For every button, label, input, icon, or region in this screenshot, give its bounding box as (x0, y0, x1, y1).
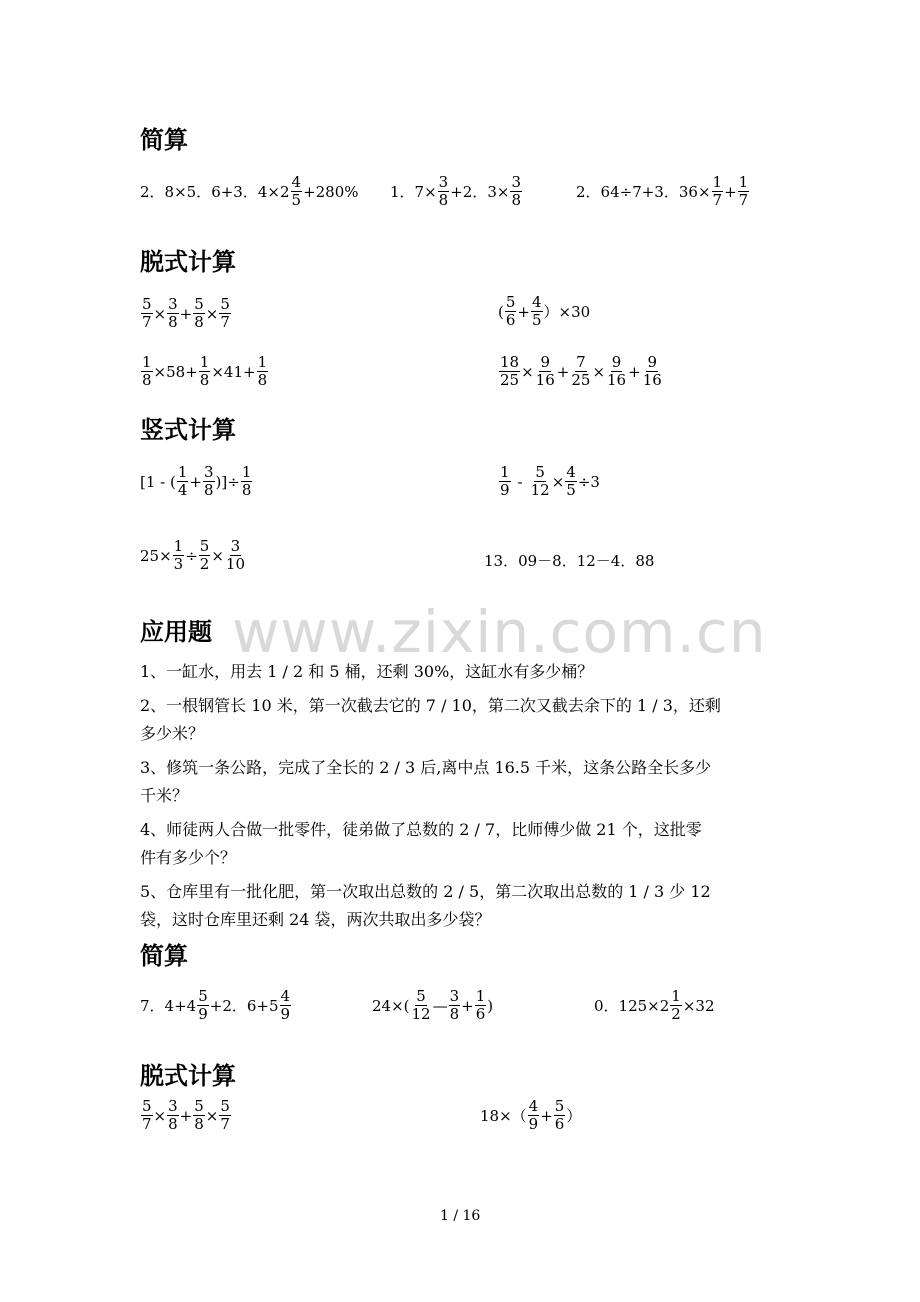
expression-3 (576, 174, 750, 210)
times-sign: × (592, 362, 606, 381)
fraction (291, 174, 303, 210)
denominator: 5 (566, 481, 576, 500)
numerator: 5 (199, 537, 210, 555)
expr-text: 18×（ (480, 1107, 527, 1126)
fraction (499, 464, 511, 500)
fraction (531, 294, 543, 330)
denominator: 6 (554, 1115, 565, 1134)
denominator: 8 (194, 1115, 204, 1134)
numerator: 5 (220, 1097, 230, 1115)
fraction (642, 354, 663, 390)
plus-sign: + (517, 302, 530, 321)
denominator: 12 (530, 481, 550, 500)
page-number: 1 / 16 (440, 1208, 481, 1224)
numerator: 1 (257, 353, 268, 371)
fraction (225, 538, 246, 574)
problem-line: 多少米？ (140, 724, 205, 743)
expression-6 (140, 354, 269, 390)
fraction (199, 538, 211, 574)
fraction (554, 1098, 566, 1134)
fraction (173, 538, 185, 574)
expression-10 (140, 538, 247, 574)
problem-line: 3、修筑一条公路，完成了全长的 2 / 3 后,离中点 16.5 千米，这条公路全长多少 (140, 758, 712, 777)
denominator: 8 (142, 371, 152, 390)
plus-sign: + (189, 472, 202, 491)
fraction (197, 988, 209, 1024)
fraction (535, 354, 556, 390)
denominator: 8 (257, 371, 268, 390)
fraction (570, 354, 591, 390)
plus-sign: + (179, 1106, 193, 1125)
section-title-simplify: 简算 (140, 126, 188, 154)
fraction (219, 296, 231, 332)
denominator: 25 (571, 371, 591, 390)
fraction (449, 988, 461, 1024)
numerator: 18 (500, 353, 520, 371)
fraction (565, 464, 577, 500)
numerator: 5 (535, 463, 545, 481)
expression-11: 13．09－8．12－4．88 (484, 552, 655, 570)
expr-text: 1．7× (390, 183, 437, 202)
numerator: 4 (566, 463, 576, 481)
denominator: 8 (168, 313, 178, 332)
expression-16 (480, 1098, 581, 1134)
denominator: 8 (203, 481, 214, 500)
numerator: 9 (540, 353, 550, 371)
numerator: 5 (220, 295, 230, 313)
problem-line: 件有多少个？ (140, 848, 237, 867)
fraction (738, 174, 750, 210)
problem-line: 1、一缸水，用去 1 / 2 和 5 桶，还剩 30%，这缸水有多少桶？ (140, 662, 594, 681)
expr-text: ×41 (211, 362, 243, 381)
denominator: 4 (177, 481, 188, 500)
expr-text: 0．125×2 (594, 997, 670, 1016)
expr-text: 2．8×5．6+3．4×2 (140, 183, 290, 202)
numerator: 9 (611, 353, 622, 371)
denominator: 7 (738, 191, 749, 210)
numerator: 3 (511, 173, 521, 191)
numerator: 1 (177, 463, 188, 481)
fraction (505, 294, 517, 330)
denominator: 12 (411, 1005, 431, 1024)
denominator: 7 (142, 313, 152, 332)
fraction (141, 354, 153, 390)
numerator: 1 (738, 173, 749, 191)
plus-sign: + (556, 362, 570, 381)
denominator: 8 (438, 191, 449, 210)
expression-14 (594, 988, 715, 1024)
fraction (510, 174, 522, 210)
expr-text: ×32 (682, 996, 715, 1015)
expr-text: 2．64÷7+3．36× (576, 183, 711, 202)
expr-text: 25× (140, 546, 172, 565)
numerator: 3 (168, 295, 178, 313)
expression-5 (498, 294, 590, 330)
fraction (167, 1098, 179, 1134)
numerator: 5 (194, 1097, 204, 1115)
watermark: www.zixin.com.cn (232, 598, 767, 666)
numerator: 4 (531, 293, 542, 311)
numerator: 1 (712, 173, 723, 191)
numerator: 5 (142, 295, 152, 313)
numerator: 3 (449, 987, 460, 1005)
fraction (177, 464, 189, 500)
denominator: 8 (194, 313, 204, 332)
times-sign: × (211, 546, 224, 565)
denominator: 2 (671, 1005, 681, 1024)
numerator: 1 (475, 987, 486, 1005)
expr-text: ÷3 (577, 472, 600, 491)
denominator: 6 (505, 311, 516, 330)
fraction (530, 464, 551, 500)
numerator: 5 (416, 987, 426, 1005)
denominator: 16 (535, 371, 555, 390)
expr-text: ) (487, 996, 494, 1015)
denominator: 3 (173, 555, 184, 574)
expr-text: ( (498, 302, 504, 321)
numerator: 1 (142, 353, 152, 371)
word-problems (140, 658, 790, 934)
plus-sign: + (242, 362, 256, 381)
fraction (712, 174, 724, 210)
fraction (438, 174, 450, 210)
expr-text: 24×( (372, 996, 410, 1015)
fraction (670, 988, 682, 1024)
numerator: 4 (528, 1097, 539, 1115)
fraction (167, 296, 179, 332)
fraction (219, 1098, 231, 1134)
denominator: 8 (199, 371, 210, 390)
expr-text: ） (566, 1107, 582, 1126)
numerator: 5 (505, 293, 516, 311)
plus-sign: + (179, 304, 193, 323)
times-sign: × (153, 304, 167, 323)
plus-sign: + (628, 362, 641, 381)
expression-15 (140, 1098, 232, 1134)
numerator: 3 (230, 537, 241, 555)
fraction (193, 1098, 205, 1134)
expression-8 (140, 464, 253, 500)
problem-line: 5、仓库里有一批化肥，第一次取出总数的 2 / 5，第二次取出总数的 1 / 3 少 12 (140, 882, 711, 901)
numerator: 5 (554, 1097, 565, 1115)
denominator: 8 (511, 191, 521, 210)
expr-text: +280% (303, 182, 359, 201)
numerator: 1 (671, 987, 681, 1005)
numerator: 5 (142, 1097, 152, 1115)
expression-12 (140, 988, 292, 1024)
plus-sign: + (724, 182, 737, 201)
expression-1 (140, 174, 359, 210)
numerator: 5 (198, 987, 208, 1005)
section-title-word-problems: 应用题 (140, 618, 212, 646)
denominator: 5 (531, 311, 542, 330)
expr-text: +2．3× (450, 183, 510, 202)
times-sign: × (551, 472, 565, 491)
numerator: 4 (291, 173, 302, 191)
fraction (257, 354, 269, 390)
expr-text: ×58 (153, 362, 186, 381)
denominator: 7 (220, 1115, 230, 1134)
divide-sign: ÷ (185, 546, 198, 565)
denominator: 7 (220, 313, 230, 332)
minus-sign: - (517, 472, 523, 491)
numerator: 1 (500, 463, 510, 481)
expr-text: +2．6+5 (209, 997, 279, 1016)
fraction (241, 464, 253, 500)
times-sign: × (153, 1106, 167, 1125)
section-title-stepwise-2: 脱式计算 (140, 1062, 236, 1090)
minus-sign: — (432, 996, 448, 1015)
denominator: 16 (607, 371, 627, 390)
numerator: 7 (576, 353, 586, 371)
numerator: 3 (168, 1097, 178, 1115)
expression-9 (498, 464, 600, 500)
numerator: 1 (241, 463, 252, 481)
expression-7 (498, 354, 664, 390)
fraction (411, 988, 432, 1024)
plus-sign: + (461, 996, 474, 1015)
problem-line: 千米？ (140, 786, 189, 805)
denominator: 9 (500, 481, 510, 500)
fraction (141, 1098, 153, 1134)
section-title-simplify-2: 简算 (140, 942, 188, 970)
numerator: 1 (173, 537, 184, 555)
section-title-stepwise: 脱式计算 (140, 248, 236, 276)
problem-line: 袋，这时仓库里还剩 24 袋，两次共取出多少袋？ (140, 910, 491, 929)
fraction (203, 464, 215, 500)
denominator: 7 (142, 1115, 152, 1134)
expr-text: )]÷ (215, 472, 240, 491)
section-title-vertical: 竖式计算 (140, 416, 236, 444)
fraction (193, 296, 205, 332)
expression-2 (390, 174, 523, 210)
numerator: 3 (438, 173, 449, 191)
fraction (606, 354, 627, 390)
fraction (141, 296, 153, 332)
fraction (199, 354, 211, 390)
denominator: 9 (198, 1005, 208, 1024)
expression-4 (140, 296, 232, 332)
denominator: 25 (500, 371, 520, 390)
fraction (499, 354, 520, 390)
numerator: 5 (194, 295, 204, 313)
fraction (280, 988, 292, 1024)
denominator: 9 (280, 1005, 291, 1024)
fraction (475, 988, 487, 1024)
expr-text: 7．4+4 (140, 997, 197, 1016)
numerator: 3 (203, 463, 214, 481)
expr-text: [1 - ( (140, 472, 176, 491)
problem-line: 4、师徒两人合做一批零件，徒弟做了总数的 2 / 7，比师傅少做 21 个，这批零 (140, 820, 702, 839)
denominator: 10 (225, 555, 245, 574)
problem-line: 2、一根钢管长 10 米，第一次截去它的 7 / 10，第二次又截去余下的 1 / 3，还剩 (140, 696, 721, 715)
expr-text: ）×30 (543, 303, 591, 322)
denominator: 5 (291, 191, 302, 210)
denominator: 7 (712, 191, 723, 210)
times-sign: × (521, 362, 534, 381)
denominator: 8 (241, 481, 252, 500)
numerator: 4 (280, 987, 291, 1005)
denominator: 6 (475, 1005, 486, 1024)
denominator: 8 (449, 1005, 460, 1024)
denominator: 8 (168, 1115, 178, 1134)
denominator: 9 (528, 1115, 539, 1134)
expression-13 (372, 988, 493, 1024)
plus-sign: + (540, 1106, 553, 1125)
times-sign: × (205, 1106, 219, 1125)
plus-sign: + (185, 362, 198, 381)
denominator: 2 (199, 555, 210, 574)
numerator: 9 (647, 353, 657, 371)
fraction (528, 1098, 540, 1134)
numerator: 1 (199, 353, 210, 371)
times-sign: × (205, 304, 219, 323)
denominator: 16 (642, 371, 662, 390)
